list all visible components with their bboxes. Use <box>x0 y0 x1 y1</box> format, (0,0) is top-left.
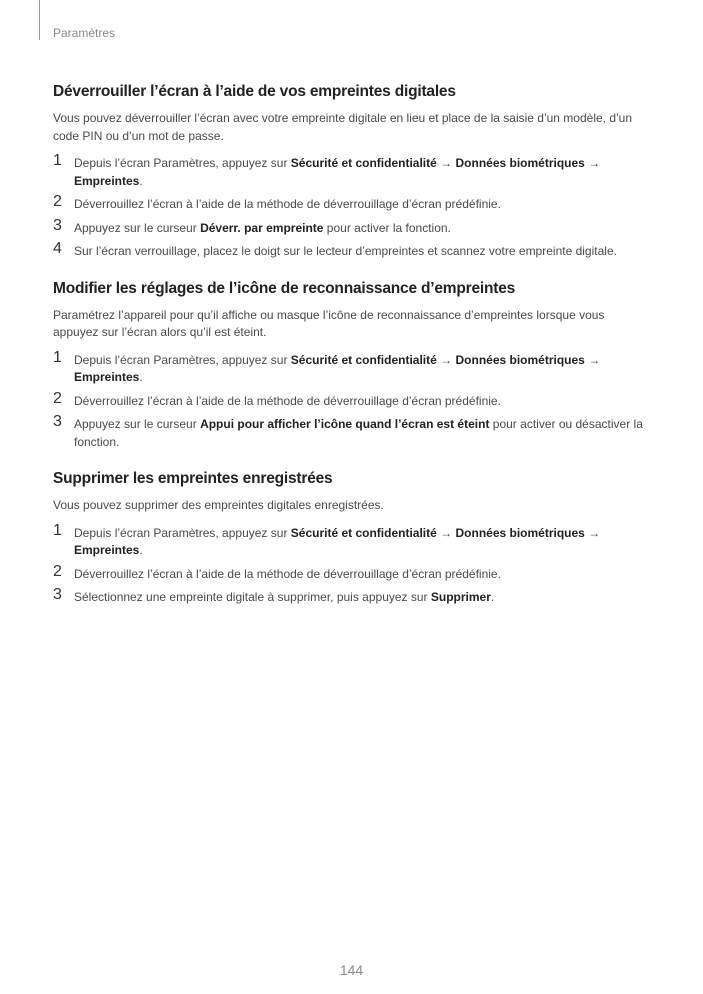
step-text: Déverrouillez l’écran à l’aide de la méthode de déverrouillage d’écran prédéfinie. <box>74 566 501 581</box>
steps-list <box>53 348 643 452</box>
step-item <box>53 586 643 607</box>
menu-path-fingerprints: Empreintes <box>74 370 140 384</box>
page-content <box>53 82 643 625</box>
step-text: Sélectionnez une empreinte digitale à supprimer, puis appuyez sur <box>74 590 431 604</box>
step-item <box>53 240 643 261</box>
step-text: → <box>584 352 601 367</box>
section-intro: Vous pouvez déverrouiller l’écran avec votre empreinte digitale en lieu et place de la saisie d’un modèle, d’un code PIN ou d’un mot de passe. <box>53 111 633 143</box>
menu-path-security: Sécurité et confidentialité <box>290 352 437 367</box>
section-intro: Paramétrez l’appareil pour qu’il affiche ou masque l’icône de reconnaissance d’empreintes lorsque vous appuyez sur l’écran alors qu’il est éteint. <box>53 307 605 339</box>
step-text: pour activer ou désactiver la fonction. <box>74 417 643 449</box>
step-text: Depuis l’écran Paramètres, appuyez sur <box>74 525 291 540</box>
step-text: Appuyez sur le curseur <box>74 220 201 235</box>
setting-name: Déverr. par empreinte <box>200 220 324 235</box>
step-number: 1 <box>53 348 62 366</box>
menu-path-security: Sécurité et confidentialité <box>290 156 437 170</box>
step-item <box>53 193 643 214</box>
section-fingerprint-icon-settings <box>53 279 643 452</box>
step-item <box>53 216 643 238</box>
step-number: 4 <box>53 240 62 257</box>
step-text: Depuis l’écran Paramètres, appuyez sur <box>74 352 291 367</box>
step-number: 3 <box>53 586 62 603</box>
step-item <box>53 348 643 387</box>
section-title: Supprimer les empreintes enregistrées <box>53 470 333 487</box>
step-text: Déverrouillez l’écran à l’aide de la méthode de déverrouillage d’écran prédéfinie. <box>74 197 501 211</box>
step-text: . <box>490 590 495 604</box>
step-text: Appuyez sur le curseur <box>74 417 201 431</box>
step-item <box>53 152 643 190</box>
section-title: Déverrouiller l’écran à l’aide de vos empreintes digitales <box>53 83 456 100</box>
step-text: → <box>436 352 456 367</box>
delete-action-name: Supprimer <box>430 590 491 604</box>
step-number: 2 <box>53 562 62 580</box>
step-number: 2 <box>53 193 62 210</box>
step-number: 3 <box>53 413 62 430</box>
step-item <box>53 413 643 451</box>
section-delete-fingerprints <box>53 469 643 607</box>
step-text: → <box>436 525 456 540</box>
menu-path-fingerprints: Empreintes <box>74 543 140 557</box>
step-number: 2 <box>53 389 62 407</box>
menu-path-biometrics: Données biométriques <box>455 352 585 367</box>
steps-list <box>53 152 643 261</box>
step-number: 3 <box>53 216 62 234</box>
step-text: Sur l’écran verrouillage, placez le doigt sur le lecteur d’empreintes et scannez votre empreinte digitale. <box>74 244 617 258</box>
step-item <box>53 521 643 560</box>
step-item <box>53 562 643 584</box>
header-divider <box>39 0 40 40</box>
menu-path-biometrics: Données biométriques <box>455 156 585 170</box>
page-number: 144 <box>339 962 364 978</box>
section-title: Modifier les réglages de l’icône de reconnaissance d’empreintes <box>53 279 516 297</box>
running-header: Paramètres <box>53 26 116 40</box>
step-text: . <box>139 543 143 557</box>
step-text: . <box>139 173 143 188</box>
step-number: 1 <box>53 152 62 169</box>
step-text: → <box>436 156 456 170</box>
step-text: → <box>584 525 601 540</box>
step-text: Déverrouillez l’écran à l’aide de la méthode de déverrouillage d’écran prédéfinie. <box>74 393 501 408</box>
menu-path-security: Sécurité et confidentialité <box>290 525 437 540</box>
menu-path-biometrics: Données biométriques <box>455 525 585 540</box>
step-item <box>53 389 643 411</box>
step-text: . <box>139 370 143 384</box>
step-text: pour activer la fonction. <box>323 220 451 235</box>
step-number: 1 <box>53 521 62 539</box>
setting-name: Appui pour afficher l’icône quand l’écran est éteint <box>200 417 490 431</box>
step-text: → <box>584 156 601 170</box>
menu-path-fingerprints: Empreintes <box>74 173 140 188</box>
steps-list <box>53 521 643 607</box>
section-unlock-fingerprint <box>53 82 643 261</box>
section-intro: Vous pouvez supprimer des empreintes digitales enregistrées. <box>53 498 384 512</box>
step-text: Depuis l’écran Paramètres, appuyez sur <box>74 156 291 170</box>
